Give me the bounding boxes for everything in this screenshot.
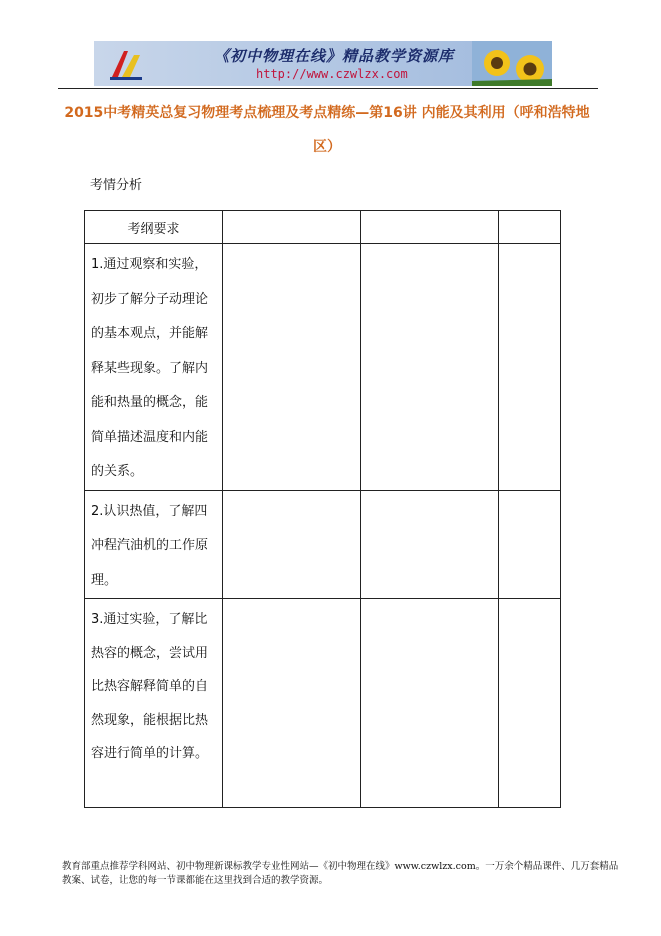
requirement-text: 2.认识热值，了解四冲程汽油机的工作原理。 <box>91 503 209 588</box>
document-title: 2015中考精英总复习物理考点梳理及考点精练—第16讲 内能及其利用（呼和浩特地区） <box>64 105 590 155</box>
table-cell-empty <box>223 599 361 808</box>
table-row <box>85 490 561 599</box>
banner-site-url[interactable]: http://www.czwlzx.com <box>256 67 408 81</box>
table-row <box>85 599 561 808</box>
table-cell-empty <box>223 244 361 491</box>
table-cell-empty <box>361 244 499 491</box>
table-header-cell-empty <box>499 211 561 244</box>
banner-site-name: 《初中物理在线》精品教学资源库 <box>214 47 455 65</box>
table-cell-empty <box>499 599 561 808</box>
table-header-cell-empty <box>361 211 499 244</box>
footer-note: 教育部重点推荐学科网站、初中物理新课标教学专业性网站—《初中物理在线》www.czwlzx.com。一万余个精品课件、几万套精品教案、试卷，让您的每一节课都能在这里找到合适的教学资源。 <box>62 861 619 886</box>
sunflower-image-icon <box>472 41 552 86</box>
table-cell <box>85 599 223 808</box>
table-cell <box>85 490 223 599</box>
section-label: 考情分析 <box>90 178 143 193</box>
table-cell-empty <box>499 490 561 599</box>
site-logo-icon <box>108 47 144 81</box>
table-header-cell: 考纲要求 <box>85 211 223 244</box>
site-banner <box>94 41 552 86</box>
table-cell-empty <box>361 599 499 808</box>
table-header-row <box>85 211 561 244</box>
header-rule <box>58 88 598 89</box>
table-cell-empty <box>223 490 361 599</box>
exam-requirements-table <box>84 210 561 808</box>
requirement-text: 1.通过观察和实验，初步了解分子动理论的基本观点，并能解释某些现象。了解内能和热量的概念，能简单描述温度和内能的关系。 <box>91 257 209 479</box>
requirement-text: 3.通过实验，了解比热容的概念，尝试用比热容解释简单的自然现象，能根据比热容进行简单的计算。 <box>91 612 209 761</box>
table-cell-empty <box>361 490 499 599</box>
table-cell <box>85 244 223 491</box>
table-header-cell-empty <box>223 211 361 244</box>
table-cell-empty <box>499 244 561 491</box>
table-row <box>85 244 561 491</box>
